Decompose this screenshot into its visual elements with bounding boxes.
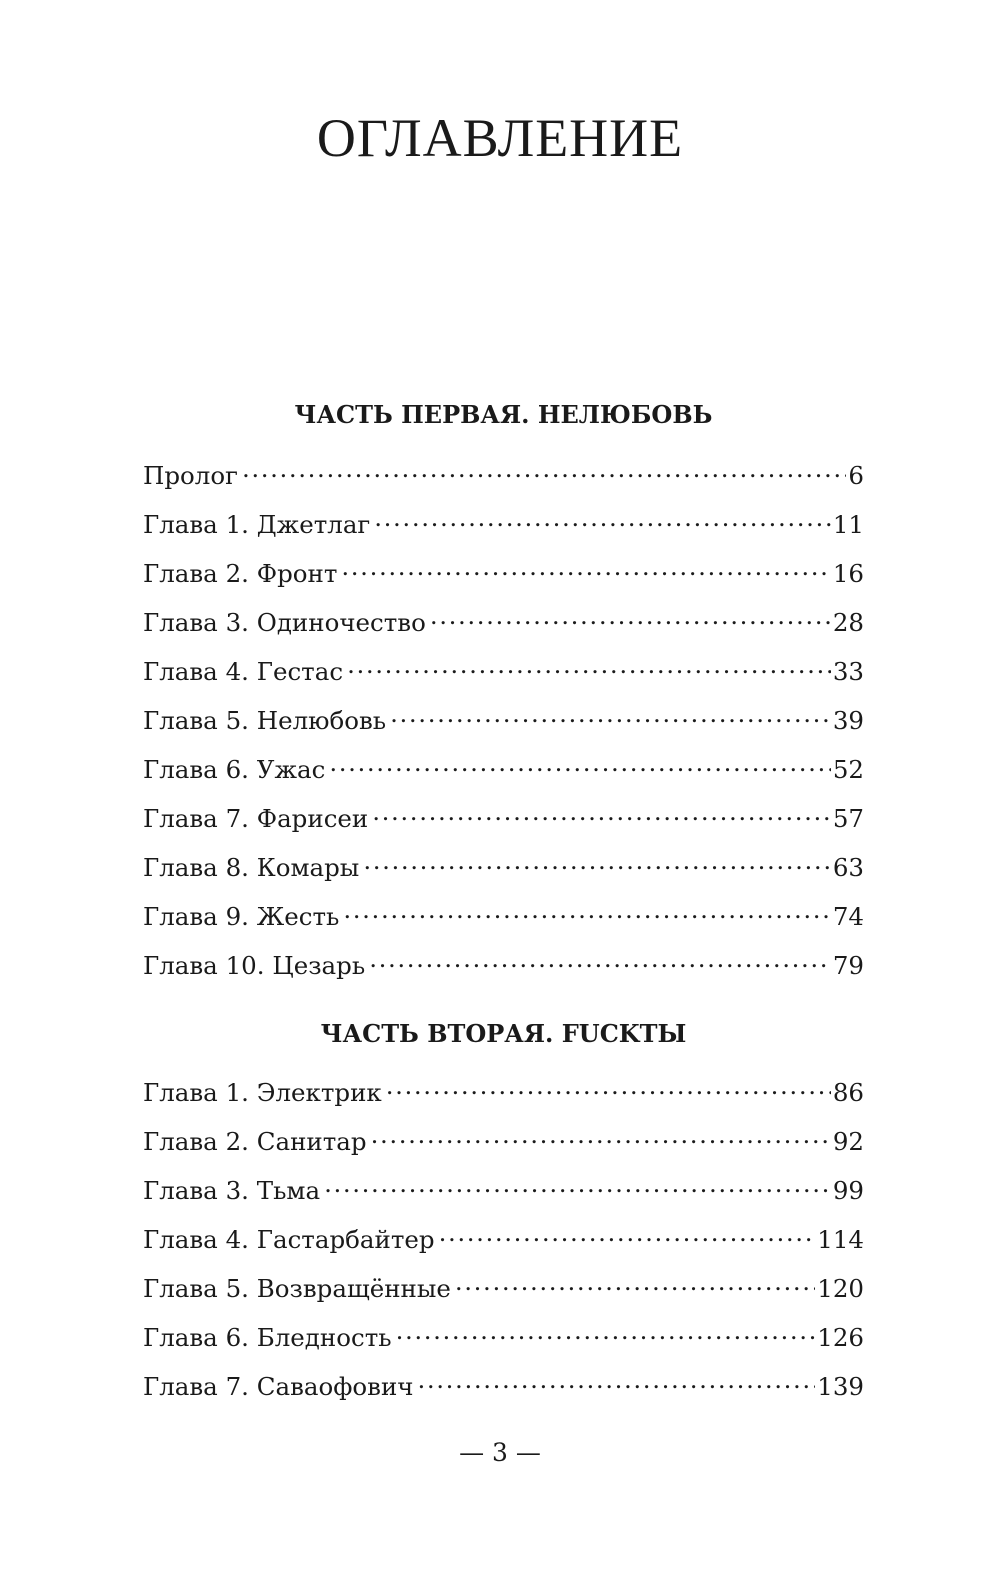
page-number: — 3 — (459, 1438, 541, 1467)
part-entries (143, 454, 864, 993)
toc-entry-title: Глава 3. Тьма (143, 1176, 321, 1205)
dot-leader (374, 503, 831, 533)
toc-entry-page: 120 (817, 1274, 864, 1303)
toc-entry-page: 99 (832, 1176, 864, 1205)
dot-leader (363, 846, 831, 876)
dot-leader (396, 1316, 816, 1346)
toc-entry-page: 33 (832, 657, 864, 686)
toc-entry[interactable] (143, 1120, 864, 1169)
dot-leader (341, 552, 830, 582)
toc-entry-page: 39 (832, 706, 864, 735)
toc-entry-page: 139 (817, 1372, 864, 1401)
toc-entry[interactable] (143, 1316, 864, 1365)
toc-entry[interactable] (143, 503, 864, 552)
dot-leader (329, 748, 830, 778)
toc-entry-page: 63 (832, 853, 864, 882)
toc-entry[interactable] (143, 650, 864, 699)
dot-leader (430, 601, 831, 631)
toc-entry[interactable] (143, 1218, 864, 1267)
toc-entry-title: Пролог (143, 461, 238, 490)
toc-entry-title: Глава 7. Фарисеи (143, 804, 369, 833)
toc-entry[interactable] (143, 846, 864, 895)
toc-entry-title: Глава 6. Ужас (143, 755, 326, 784)
toc-entry-title: Глава 10. Цезарь (143, 951, 366, 980)
toc-entry-title: Глава 1. Электрик (143, 1078, 382, 1107)
toc-entry-page: 28 (832, 608, 864, 637)
part-entries (143, 1071, 864, 1414)
toc-entry-page: 52 (832, 755, 864, 784)
toc-entry-title: Глава 6. Бледность (143, 1323, 392, 1352)
toc-entry-page: 74 (832, 902, 864, 931)
toc-entry-title: Глава 5. Возвращённые (143, 1274, 451, 1303)
toc-entry-page: 126 (817, 1323, 864, 1352)
dot-leader (390, 699, 831, 729)
toc-entry-title: Глава 9. Жесть (143, 902, 340, 931)
toc-entry-page: 79 (832, 951, 864, 980)
dot-leader (242, 454, 846, 484)
dot-leader (372, 797, 831, 827)
toc-entry-title: Глава 2. Фронт (143, 559, 338, 588)
toc-entry-title: Глава 8. Комары (143, 853, 360, 882)
dot-leader (343, 895, 830, 925)
dot-leader (439, 1218, 816, 1248)
dot-leader (418, 1365, 816, 1395)
toc-entry-page: 92 (832, 1127, 864, 1156)
toc-entry[interactable] (143, 454, 864, 503)
toc-entry-title: Глава 4. Гастарбайтер (143, 1225, 435, 1254)
toc-entry[interactable] (143, 1169, 864, 1218)
toc-entry[interactable] (143, 895, 864, 944)
toc-entry-title: Глава 4. Гестас (143, 657, 344, 686)
toc-entry-page: 57 (832, 804, 864, 833)
part-heading: ЧАСТЬ ПЕРВАЯ. НЕЛЮБОВЬ (294, 400, 713, 429)
toc-entry[interactable] (143, 748, 864, 797)
toc-entry[interactable] (143, 944, 864, 993)
part-heading: ЧАСТЬ ВТОРАЯ. FUCKТЫ (320, 1019, 687, 1048)
dot-leader (455, 1267, 815, 1297)
toc-entry-page: 114 (817, 1225, 864, 1254)
toc-entry-page: 16 (832, 559, 864, 588)
dot-leader (386, 1071, 831, 1101)
toc-entry[interactable] (143, 1365, 864, 1414)
page-title: ОГЛАВЛЕНИЕ (316, 108, 684, 168)
toc-entry[interactable] (143, 552, 864, 601)
toc-entry-title: Глава 1. Джетлаг (143, 510, 371, 539)
dot-leader (371, 1120, 831, 1150)
toc-entry-page: 86 (832, 1078, 864, 1107)
toc-entry-title: Глава 2. Санитар (143, 1127, 367, 1156)
toc-entry[interactable] (143, 1071, 864, 1120)
dot-leader (369, 944, 831, 974)
toc-entry-title: Глава 3. Одиночество (143, 608, 426, 637)
table-of-contents (143, 400, 864, 1414)
toc-entry-title: Глава 5. Нелюбовь (143, 706, 387, 735)
toc-entry[interactable] (143, 601, 864, 650)
dot-leader (347, 650, 831, 680)
toc-entry[interactable] (143, 699, 864, 748)
toc-entry-page: 6 (848, 461, 864, 490)
toc-entry-title: Глава 7. Саваофович (143, 1372, 414, 1401)
dot-leader (324, 1169, 831, 1199)
toc-entry[interactable] (143, 1267, 864, 1316)
toc-entry[interactable] (143, 797, 864, 846)
toc-entry-page: 11 (832, 510, 864, 539)
